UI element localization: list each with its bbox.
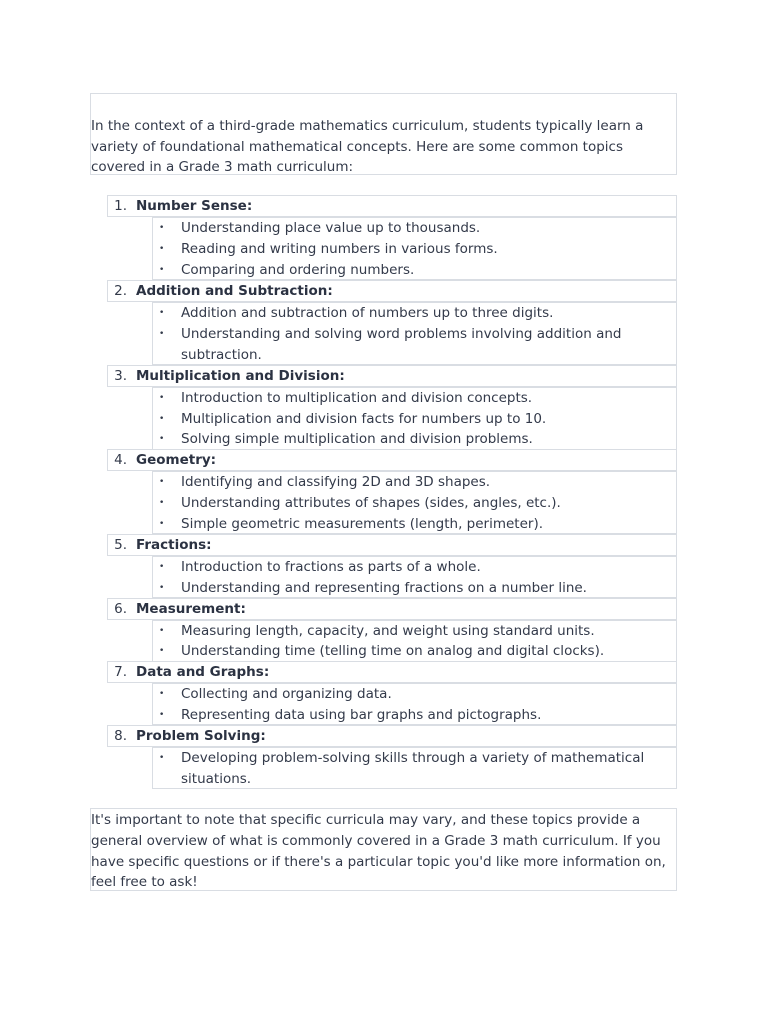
topic-number: 8. [114,728,127,744]
topic-measurement [107,598,677,620]
bullet-icon: • [159,562,165,572]
topic-number: 4. [114,452,127,468]
bullet-icon: • [159,519,165,529]
list-item: Identifying and classifying 2D and 3D shapes. [181,474,491,490]
bullet-icon: • [159,223,165,233]
topic-problem-solving [107,725,677,747]
bullet-icon: • [159,244,165,254]
topic-title: Geometry: [136,452,217,468]
topic-fractions-items [152,556,677,598]
topic-title: Multiplication and Division: [136,368,345,384]
bullet-icon: • [159,646,165,656]
list-item: Solving simple multiplication and division problems. [181,431,533,447]
topic-addition-subtraction [107,280,677,302]
list-item: Simple geometric measurements (length, perimeter). [181,516,544,532]
list-item: Representing data using bar graphs and pictographs. [181,707,542,723]
list-item: Reading and writing numbers in various forms. [181,241,498,257]
topic-title: Problem Solving: [136,728,266,744]
topic-addition-subtraction-items [152,302,677,365]
list-item: Developing problem-solving skills through a variety of mathematical situations. [181,750,645,787]
list-item: Introduction to fractions as parts of a whole. [181,559,481,575]
list-item: Addition and subtraction of numbers up to three digits. [181,305,554,321]
topic-title: Measurement: [136,601,246,617]
topic-multiplication-division [107,365,677,387]
bullet-icon: • [159,626,165,636]
bullet-icon: • [159,265,165,275]
bullet-icon: • [159,414,165,424]
topic-problem-solving-items [152,747,677,789]
topic-number: 1. [114,198,127,214]
topic-data-graphs [107,661,677,683]
bullet-icon: • [159,498,165,508]
topic-multiplication-division-items [152,387,677,450]
topic-title: Fractions: [136,537,212,553]
topic-number: 5. [114,537,127,553]
topic-number: 2. [114,283,127,299]
bullet-icon: • [159,583,165,593]
bullet-icon: • [159,710,165,720]
bullet-icon: • [159,689,165,699]
intro-paragraph: In the context of a third-grade mathematics curriculum, students typically learn a variety of foundational mathematical concepts. Here are some common topics covered in a Grade 3 math curriculum: [91,118,644,175]
bullet-icon: • [159,477,165,487]
list-item: Measuring length, capacity, and weight using standard units. [181,623,595,639]
outro-paragraph-box [90,808,677,891]
topic-title: Addition and Subtraction: [136,283,333,299]
list-item: Understanding place value up to thousands. [181,220,481,236]
topic-geometry-items [152,471,677,534]
list-item: Introduction to multiplication and division concepts. [181,390,533,406]
topic-number: 3. [114,368,127,384]
topic-title: Data and Graphs: [136,664,270,680]
topic-title: Number Sense: [136,198,253,214]
list-item: Understanding and solving word problems involving addition and subtraction. [181,326,622,363]
bullet-icon: • [159,308,165,318]
list-item: Collecting and organizing data. [181,686,392,702]
topic-number: 7. [114,664,127,680]
topic-number-sense [107,195,677,217]
intro-paragraph-box [90,93,677,175]
topic-measurement-items [152,620,677,662]
list-item: Understanding attributes of shapes (sides, angles, etc.). [181,495,561,511]
bullet-icon: • [159,393,165,403]
list-item: Understanding time (telling time on analog and digital clocks). [181,643,605,659]
bullet-icon: • [159,434,165,444]
topic-fractions [107,534,677,556]
list-item: Understanding and representing fractions on a number line. [181,580,587,596]
topic-number: 6. [114,601,127,617]
outro-paragraph: It's important to note that specific curricula may vary, and these topics provide a general overview of what is commonly covered in a Grade 3 math curriculum. If you have specific questions or if there's a particular topic you'd like more information on, feel free to ask! [91,812,666,891]
list-item: Comparing and ordering numbers. [181,262,415,278]
bullet-icon: • [159,753,165,763]
bullet-icon: • [159,329,165,339]
list-item: Multiplication and division facts for numbers up to 10. [181,411,547,427]
topic-number-sense-items [152,217,677,280]
topic-data-graphs-items [152,683,677,725]
topic-geometry [107,449,677,471]
